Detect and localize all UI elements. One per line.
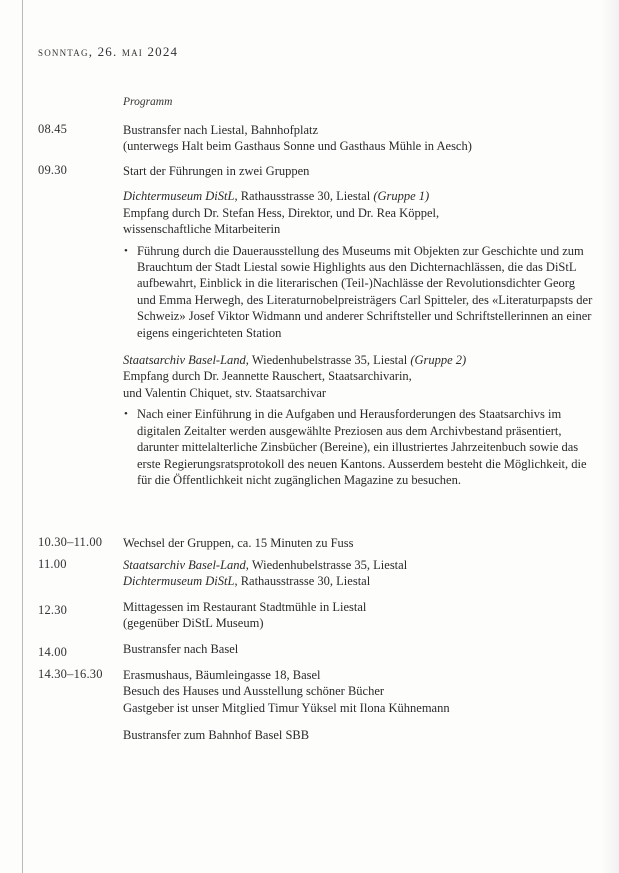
group2-bullet-list <box>123 406 593 488</box>
group1-venue: Dichtermuseum DiStL <box>123 189 235 204</box>
entry-line: Bustransfer nach Liestal, Bahnhofplatz <box>123 123 319 137</box>
group1-bullet-list <box>123 243 593 341</box>
header-date: 26. mai 2024 <box>97 44 179 59</box>
entry-body <box>123 163 593 488</box>
entry-time: 12.30 <box>38 603 68 617</box>
venue-staatsarchiv: Staatsarchiv Basel-Land <box>123 558 246 572</box>
entry-intro: Start der Führungen in zwei Gruppen <box>123 164 310 178</box>
group1-reception: Empfang durch Dr. Stefan Hess, Direktor, und Dr. Rea Köppel, <box>123 205 440 220</box>
group1-venue-line <box>123 188 593 204</box>
group2-bullet: • Nach einer Einführung in die Aufgaben und Herausforderungen des Staatsarchivs im digitalen Zeitalter werden ausgewählte Preziosen aus dem Archivbestand präsentiert, darunter mittelalterliche Zinsbücher (Bereine), ein illustriertes Jahrzeitenbuch sowie das erste Regierungsratsprotokoll des neuen Kantons. Ausserdem besteht die Möglichkeit, die für die Öffentlichkeit nicht zugänglichen Magazine zu besuchen. <box>123 406 593 488</box>
entry-body <box>123 599 593 632</box>
group1-bullet: • Führung durch die Dauerausstellung des Museums mit Objekten zur Geschichte und zum Brauchtum der Stadt Liestal sowie Highlights aus den Dichternachlässen, die das DiStL aufbewahrt, Einblick in die literarischen (Teil-)Nachlässe der Revolutionsdichter Georg und Emma Herwegh, des Literaturnobelpreisträgers Carl Spitteler, des «Literaturpapsts der Schweiz» Josef Viktor Widmann und anderer Schriftsteller und Schriftstellerinnen an einer eigens eingerichteten Station <box>123 243 593 341</box>
header-separator: , <box>88 44 98 59</box>
page-gutter-line <box>22 0 23 873</box>
venue-address: , Rathausstrasse 30, Liestal <box>234 574 371 589</box>
entry-line: (unterwegs Halt beim Gasthaus Sonne und Gasthaus Mühle in Aesch) <box>123 139 472 154</box>
venue-address: , Wiedenhubelstrasse 35, Liestal <box>245 558 408 572</box>
entry-line: (gegenüber DiStL Museum) <box>123 616 264 631</box>
program-title: Programm <box>123 96 173 108</box>
entry-line: Bustransfer zum Bahnhof Basel SBB <box>123 728 310 743</box>
page-edge-shadow <box>601 0 619 873</box>
entry-body <box>123 557 593 590</box>
header-weekday: sonntag <box>38 44 89 59</box>
entry-body <box>123 535 593 551</box>
group2-venue-line <box>123 352 593 368</box>
entry-line: Bustransfer nach Basel <box>123 642 239 656</box>
group2-address: , Wiedenhubelstrasse 35, Liestal <box>245 353 411 368</box>
entry-time: 08.45 <box>38 122 68 136</box>
entry-line: Mittagessen im Restaurant Stadtmühle in Liestal <box>123 600 367 614</box>
entry-body <box>123 667 593 744</box>
entry-line: Erasmushaus, Bäumleingasse 18, Basel <box>123 668 321 682</box>
group1-label: (Gruppe 1) <box>373 189 430 204</box>
entry-time: 14.00 <box>38 645 68 659</box>
entry-time: 09.30 <box>38 163 68 177</box>
entry-line: Wechsel der Gruppen, ca. 15 Minuten zu Fuss <box>123 536 354 550</box>
venue-dichtermuseum: Dichtermuseum DiStL <box>123 574 235 589</box>
entry-time: 14.30–16.30 <box>38 667 103 681</box>
entry-body <box>123 641 593 657</box>
group2-reception: und Valentin Chiquet, stv. Staatsarchivar <box>123 385 327 400</box>
entry-line <box>123 573 593 589</box>
entry-line: Besuch des Hauses und Ausstellung schöner Bücher <box>123 684 385 699</box>
group2-reception: Empfang durch Dr. Jeannette Rauschert, Staatsarchivarin, <box>123 369 412 384</box>
page-date-header <box>38 44 178 60</box>
group2-venue: Staatsarchiv Basel-Land <box>123 353 246 368</box>
entry-body <box>123 122 593 155</box>
entry-line <box>123 557 593 573</box>
entry-line: Gastgeber ist unser Mitglied Timur Yüksel mit Ilona Kühnemann <box>123 700 450 715</box>
entry-time: 10.30–11.00 <box>38 535 103 549</box>
entry-time: 11.00 <box>38 557 67 571</box>
group1-reception: wissenschaftliche Mitarbeiterin <box>123 222 281 237</box>
group1-address: , Rathausstrasse 30, Liestal <box>234 189 374 204</box>
group2-label: (Gruppe 2) <box>410 353 467 368</box>
